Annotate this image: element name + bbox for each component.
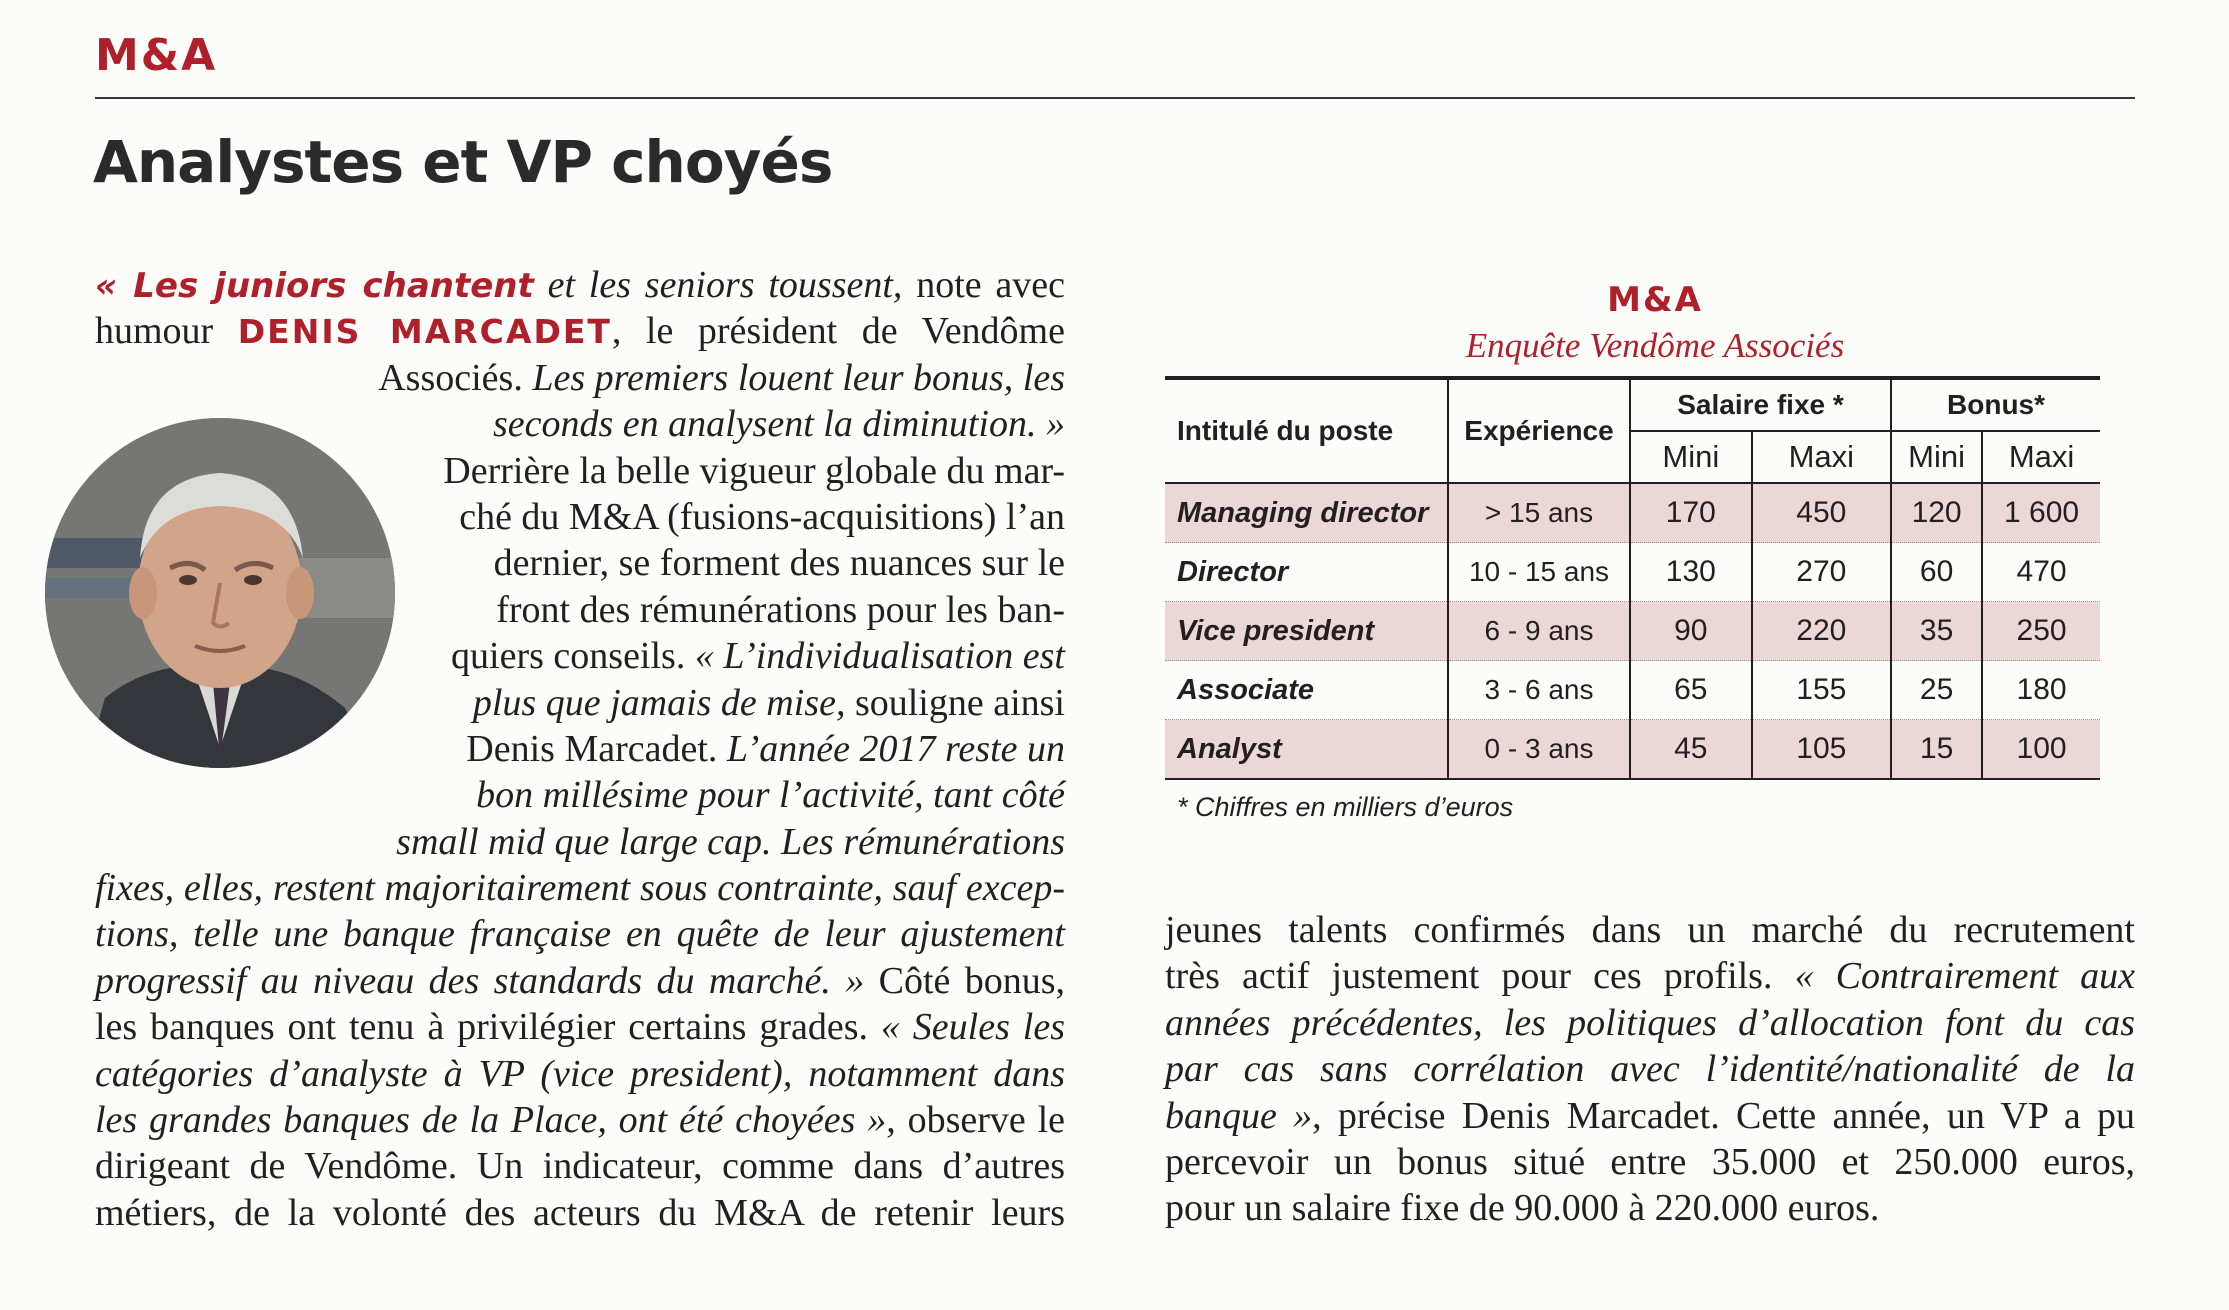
text-run: Denis Marcadet. [466, 727, 727, 770]
text-line [95, 1143, 1065, 1189]
cell-salary-min: 170 [1630, 483, 1752, 543]
text-run: années précédentes, les politiques d’allocation font du cas [1165, 1001, 2135, 1044]
salary-table [1165, 376, 2100, 780]
cell-salary-min: 90 [1630, 602, 1752, 661]
cell-post: Analyst [1165, 720, 1448, 780]
text-line [95, 911, 1065, 957]
text-run: et les seniors toussent, [547, 264, 903, 306]
text-run: fixes, elles, restent majoritairement sous contrainte, sauf excep- [95, 867, 1065, 910]
text-run: ché du M&A (fusions-acquisitions) l’an [459, 495, 1065, 538]
text-line [1165, 1093, 2135, 1139]
text-line [1165, 1046, 2135, 1092]
text-line [95, 633, 1065, 679]
cell-salary-min: 65 [1630, 661, 1752, 720]
text-run: « Seules les [880, 1006, 1065, 1049]
text-line [1165, 907, 2135, 953]
cell-bonus-max: 250 [1982, 602, 2100, 661]
cell-experience: 0 - 3 ans [1448, 720, 1630, 780]
text-run: dernier, se forment des nuances sur le [493, 542, 1065, 585]
cell-bonus-max: 100 [1982, 720, 2100, 780]
cell-experience: 6 - 9 ans [1448, 602, 1630, 661]
text-run: progressif au niveau des standards du marché. » [95, 959, 865, 1002]
table-row [1165, 661, 2100, 720]
cell-salary-max: 155 [1752, 661, 1891, 720]
col-header-salary: Salaire fixe * [1630, 378, 1891, 431]
col-header-experience: Expérience [1448, 378, 1630, 483]
person-name: DENIS MARCADET [237, 312, 612, 352]
text-run: « Les juniors chantent [95, 266, 534, 306]
cell-salary-min: 130 [1630, 543, 1752, 602]
cell-bonus-min: 120 [1891, 483, 1982, 543]
text-run: banque » [1165, 1094, 1313, 1137]
text-run: « Contrairement aux [1794, 955, 2135, 998]
text-run: jeunes talents confirmés dans un marché du recrutement [1165, 909, 2135, 951]
text-line [95, 958, 1065, 1004]
text-line [95, 1097, 1065, 1143]
text-line [95, 680, 1065, 726]
text-line [95, 262, 1065, 308]
text-line [95, 308, 1065, 354]
text-run: « L’individualisation est [694, 635, 1065, 678]
text-line [1165, 1000, 2135, 1046]
text-line [95, 865, 1065, 911]
cell-experience: > 15 ans [1448, 483, 1630, 543]
cell-experience: 3 - 6 ans [1448, 661, 1630, 720]
text-run: , le président de Vendôme [611, 310, 1065, 353]
cell-bonus-min: 35 [1891, 602, 1982, 661]
table-row [1165, 543, 2100, 602]
text-run: souligne ainsi [845, 681, 1065, 724]
cell-salary-min: 45 [1630, 720, 1752, 780]
text-run: Les premiers louent leur bonus, les [532, 356, 1065, 399]
text-run: Derrière la belle vigueur globale du mar- [443, 449, 1065, 492]
text-line [95, 1051, 1065, 1097]
salary-table-box [1165, 280, 2100, 823]
table-row [1165, 720, 2100, 780]
header-rule [95, 97, 2135, 99]
table-label: M&A [1607, 280, 1703, 320]
cell-post: Vice president [1165, 602, 1448, 661]
text-line [95, 540, 1065, 586]
text-line [95, 587, 1065, 633]
text-line [1165, 953, 2135, 999]
table-footnote: * Chiffres en milliers d’euros [1177, 792, 1514, 822]
text-run [534, 264, 548, 306]
article-left-column [95, 262, 1065, 1236]
text-run: percevoir un bonus situé entre 35.000 et 250.000 euros, [1165, 1140, 2135, 1183]
cell-bonus-max: 180 [1982, 661, 2100, 720]
text-run: très actif justement pour ces profils. [1165, 955, 1795, 998]
text-run: , précise Denis Marcadet. Cette année, un VP a pu [1312, 1094, 2136, 1137]
cell-bonus-max: 1 600 [1982, 483, 2100, 543]
cell-bonus-min: 60 [1891, 543, 1982, 602]
text-line [1165, 1185, 2135, 1231]
text-run: seconds en analysent la diminution. » [492, 403, 1065, 446]
text-line [95, 494, 1065, 540]
col-header-bonus: Bonus* [1891, 378, 2100, 431]
section-label: M&A [95, 30, 218, 81]
text-run: les grandes banques de la Place, ont été choyées » [95, 1099, 887, 1142]
text-run: bon millésime pour l’activité, tant côté [476, 774, 1065, 817]
text-run: front des rémunérations pour les ban- [496, 588, 1065, 631]
text-run: catégories d’analyste à VP (vice president), notamment dans [95, 1052, 1065, 1095]
text-line [95, 448, 1065, 494]
col-header-salary-maxi: Maxi [1752, 431, 1891, 483]
text-line [95, 1190, 1065, 1236]
col-header-bonus-maxi: Maxi [1982, 431, 2100, 483]
col-header-salary-mini: Mini [1630, 431, 1752, 483]
table-row [1165, 602, 2100, 661]
text-line [95, 401, 1065, 447]
text-line [95, 726, 1065, 772]
text-run: pour un salaire fixe de 90.000 à 220.000 euros. [1165, 1187, 1880, 1230]
col-header-post: Intitulé du poste [1177, 415, 1394, 446]
text-run: dirigeant de Vendôme. Un indicateur, comme dans d’autres [95, 1145, 1065, 1188]
cell-experience: 10 - 15 ans [1448, 543, 1630, 602]
cell-salary-max: 270 [1752, 543, 1891, 602]
cell-post: Managing director [1165, 483, 1448, 543]
text-run: Associés. [378, 356, 533, 399]
cell-bonus-min: 25 [1891, 661, 1982, 720]
cell-salary-max: 450 [1752, 483, 1891, 543]
cell-post: Director [1177, 555, 1289, 588]
col-header-bonus-mini: Mini [1891, 431, 1982, 483]
text-run: métiers, de la volonté des acteurs du M&A de retenir leurs [95, 1191, 1065, 1234]
table-subtitle: Enquête Vendôme Associés [1465, 326, 1845, 365]
text-line [1165, 1139, 2135, 1185]
cell-salary-max: 105 [1752, 720, 1891, 780]
table-row [1165, 483, 2100, 543]
text-run: tions, telle une banque française en quête de leur ajustement [95, 913, 1065, 956]
headline: Analystes et VP choyés [93, 128, 833, 196]
text-line [95, 355, 1065, 401]
article-right-column [1165, 907, 2135, 1232]
text-line [95, 1004, 1065, 1050]
text-line [95, 819, 1065, 865]
text-run: humour [95, 310, 238, 353]
cell-salary-max: 220 [1752, 602, 1891, 661]
text-run: L’année 2017 reste un [726, 727, 1065, 770]
text-run: note avec [902, 264, 1066, 306]
text-run: quiers conseils. [451, 635, 695, 678]
cell-bonus-max: 470 [1982, 543, 2100, 602]
text-run: Côté bonus, [864, 959, 1065, 1002]
text-run: plus que jamais de mise, [472, 681, 846, 724]
text-run: les banques ont tenu à privilégier certains grades. [95, 1006, 881, 1049]
text-run: small mid que large cap. Les rémunérations [396, 820, 1065, 863]
cell-bonus-min: 15 [1891, 720, 1982, 780]
text-run: par cas sans corrélation avec l’identité/nationalité de la [1165, 1048, 2135, 1091]
text-line [95, 772, 1065, 818]
text-run: , observe le [886, 1099, 1065, 1142]
cell-post: Associate [1177, 673, 1315, 706]
